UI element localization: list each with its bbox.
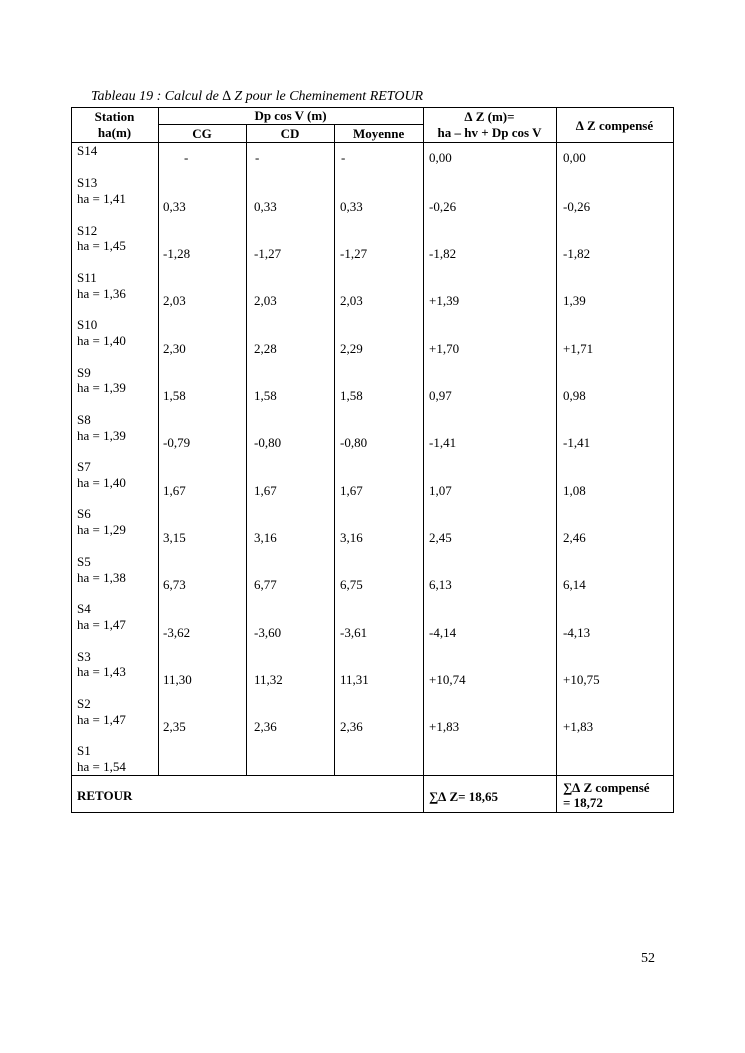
station-name: S2 — [77, 696, 91, 711]
rule-cd — [334, 124, 335, 776]
value-dz: -1,41 — [429, 435, 457, 450]
value-dz: +10,74 — [429, 672, 466, 687]
station-ha: ha = 1,41 — [77, 191, 126, 206]
station-name: S5 — [77, 554, 91, 569]
retour-table — [71, 107, 674, 813]
value-cg: 0,33 — [163, 199, 186, 214]
station-ha: ha = 1,40 — [77, 475, 126, 490]
value-dz-compense: +10,75 — [563, 672, 600, 687]
value-dz: 2,45 — [429, 530, 452, 545]
value-cd: 2,36 — [254, 719, 277, 734]
station-name: S9 — [77, 365, 91, 380]
header-cg: CG — [192, 126, 212, 141]
station-ha: ha = 1,45 — [77, 238, 126, 253]
value-dz: +1,70 — [429, 341, 460, 356]
value-cg: -0,79 — [163, 435, 191, 450]
station-ha: ha = 1,38 — [77, 570, 126, 585]
value-cg: - — [184, 150, 189, 165]
value-cg: 3,15 — [163, 530, 186, 545]
value-cd: -0,80 — [254, 435, 282, 450]
rule-header-bottom — [71, 142, 674, 143]
value-cd: 6,77 — [254, 577, 277, 592]
value-dz-compense: 1,39 — [563, 293, 586, 308]
station-ha: ha = 1,36 — [77, 286, 126, 301]
rule-right — [673, 107, 674, 813]
value-dz-compense: -0,26 — [563, 199, 591, 214]
header-cd: CD — [280, 126, 300, 141]
value-moyenne: 2,36 — [340, 719, 363, 734]
value-cg: 11,30 — [163, 672, 192, 687]
footer-label: RETOUR — [77, 788, 133, 803]
value-moyenne: - — [341, 150, 346, 165]
value-dz: 6,13 — [429, 577, 452, 592]
value-cd: 2,28 — [254, 341, 277, 356]
station-name: S12 — [77, 223, 98, 238]
station-ha: ha = 1,43 — [77, 664, 126, 679]
rule-bottom — [71, 812, 674, 813]
rule-station — [158, 107, 159, 776]
station-name: S7 — [77, 459, 91, 474]
value-dz-compense: -1,41 — [563, 435, 591, 450]
station-ha: ha = 1,29 — [77, 522, 126, 537]
value-cg: 2,30 — [163, 341, 186, 356]
value-cd: 0,33 — [254, 199, 277, 214]
rule-dz — [556, 107, 557, 813]
value-dz-compense: +1,83 — [563, 719, 594, 734]
value-dz: -1,82 — [429, 246, 457, 261]
station-name: S8 — [77, 412, 91, 427]
value-dz: 0,97 — [429, 388, 452, 403]
station-ha: ha = 1,40 — [77, 333, 126, 348]
header-ha: ha(m) — [97, 125, 132, 140]
value-cg: 1,67 — [163, 483, 186, 498]
value-dz: -4,14 — [429, 625, 457, 640]
station-ha: ha = 1,54 — [77, 759, 126, 774]
value-cd: 2,03 — [254, 293, 277, 308]
value-moyenne: 0,33 — [340, 199, 363, 214]
value-cd: - — [255, 150, 260, 165]
footer-sum-dz: ∑∆ Z= 18,65 — [429, 789, 499, 804]
value-dz-compense: 0,00 — [563, 150, 586, 165]
value-moyenne: 3,16 — [340, 530, 363, 545]
value-cg: -3,62 — [163, 625, 191, 640]
rule-dpcos-sub — [158, 124, 424, 125]
station-name: S6 — [77, 506, 91, 521]
value-moyenne: 1,67 — [340, 483, 363, 498]
value-cd: 1,67 — [254, 483, 277, 498]
value-cg: 1,58 — [163, 388, 186, 403]
value-cd: 1,58 — [254, 388, 277, 403]
value-dz: -0,26 — [429, 199, 457, 214]
header-dpcos: Dp cos V (m) — [254, 108, 327, 123]
value-dz-compense: +1,71 — [563, 341, 594, 356]
value-cg: -1,28 — [163, 246, 191, 261]
station-name: S10 — [77, 317, 98, 332]
value-moyenne: -0,80 — [340, 435, 368, 450]
value-moyenne: 2,29 — [340, 341, 363, 356]
rule-footer-top — [71, 775, 674, 776]
value-cd: -1,27 — [254, 246, 282, 261]
value-dz: +1,83 — [429, 719, 460, 734]
station-ha: ha = 1,47 — [77, 712, 126, 727]
header-station: Station — [94, 109, 135, 124]
value-dz-compense: 0,98 — [563, 388, 586, 403]
footer-sum-dz-compense-value: = 18,72 — [563, 795, 603, 810]
value-dz: 0,00 — [429, 150, 452, 165]
station-name: S1 — [77, 743, 91, 758]
value-cd: 3,16 — [254, 530, 277, 545]
value-dz: +1,39 — [429, 293, 460, 308]
station-name: S14 — [77, 143, 98, 158]
value-cd: -3,60 — [254, 625, 282, 640]
value-dz-compense: 6,14 — [563, 577, 586, 592]
value-cg: 2,35 — [163, 719, 186, 734]
value-moyenne: 2,03 — [340, 293, 363, 308]
value-cd: 11,32 — [254, 672, 283, 687]
rule-cg — [246, 124, 247, 776]
rule-left — [71, 107, 72, 813]
value-cg: 6,73 — [163, 577, 186, 592]
value-moyenne: 6,75 — [340, 577, 363, 592]
page-number: 52 — [641, 951, 655, 966]
header-moyenne: Moyenne — [353, 126, 405, 141]
value-moyenne: 11,31 — [340, 672, 369, 687]
value-dz-compense: -1,82 — [563, 246, 591, 261]
value-cg: 2,03 — [163, 293, 186, 308]
table-caption: Tableau 19 : Calcul de ∆ Z pour le Cheminement RETOUR — [91, 89, 424, 104]
header-dz-compense: ∆ Z compensé — [575, 118, 654, 133]
station-name: S4 — [77, 601, 91, 616]
station-ha: ha = 1,39 — [77, 380, 126, 395]
value-dz-compense: 1,08 — [563, 483, 586, 498]
footer-sum-dz-compense: ∑∆ Z compensé — [563, 780, 650, 795]
station-ha: ha = 1,39 — [77, 428, 126, 443]
header-dz-formula: ha – hv + Dp cos V — [437, 125, 542, 140]
station-name: S3 — [77, 649, 91, 664]
value-dz-compense: -4,13 — [563, 625, 591, 640]
value-moyenne: -3,61 — [340, 625, 368, 640]
station-name: S11 — [77, 270, 97, 285]
value-moyenne: 1,58 — [340, 388, 363, 403]
header-dz: ∆ Z (m)= — [464, 109, 515, 124]
rule-moyenne — [423, 107, 424, 813]
value-dz: 1,07 — [429, 483, 452, 498]
value-dz-compense: 2,46 — [563, 530, 586, 545]
station-ha: ha = 1,47 — [77, 617, 126, 632]
station-name: S13 — [77, 175, 98, 190]
value-moyenne: -1,27 — [340, 246, 368, 261]
